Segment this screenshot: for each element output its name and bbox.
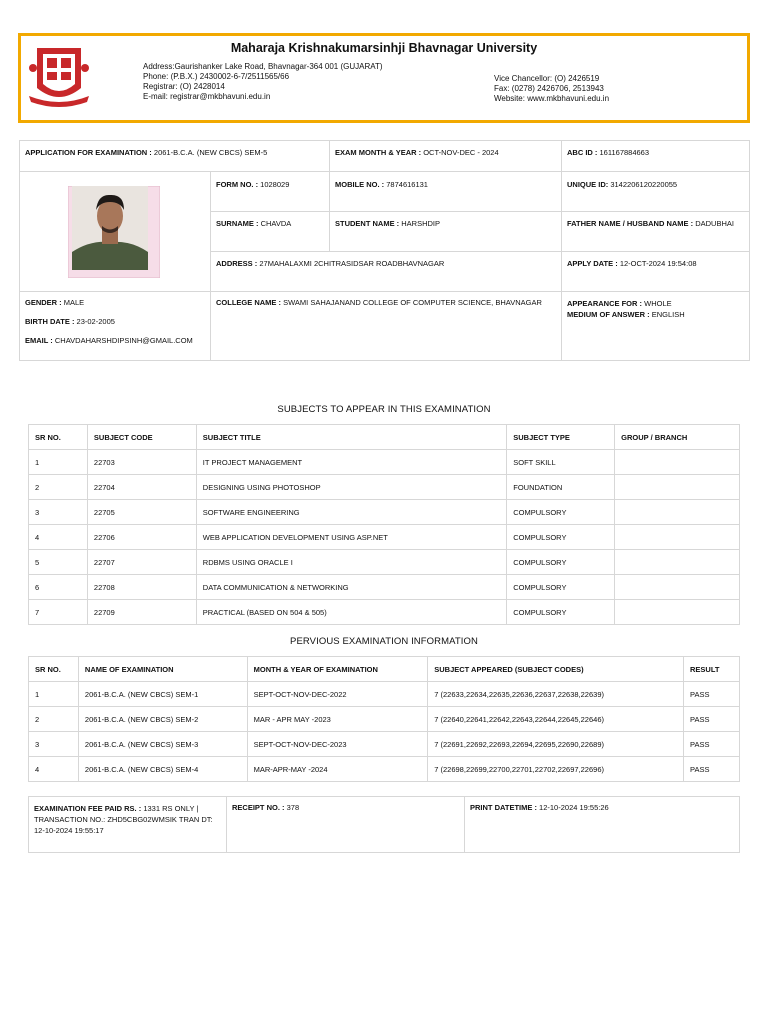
header-registrar: Registrar: (O) 2428014 [143,82,225,91]
fee-cell [28,796,227,853]
previous-cell: PASS [684,682,740,707]
medium-value: ENGLISH [651,310,685,319]
student-name-label: STUDENT NAME : [335,219,400,228]
header-fax: Fax: (0278) 2426706, 2513943 [494,84,604,93]
father-name-value: DADUBHAI [695,219,734,228]
subject-row [29,550,740,575]
mobile-label: MOBILE NO. : [335,180,385,189]
previous-row [29,707,740,732]
unique-id-value: 3142206120220055 [610,180,678,189]
subjects-col-title: SUBJECT TITLE [196,425,506,450]
email-row [25,336,205,346]
subject-cell: 22707 [87,550,196,575]
appearance-cell [561,291,750,361]
subject-cell: 2 [29,475,88,500]
gender-label: GENDER : [25,298,62,307]
college-value: SWAMI SAHAJANAND COLLEGE OF COMPUTER SCIENCE, BHAVNAGAR [283,298,542,307]
subject-cell: 6 [29,575,88,600]
subject-row [29,500,740,525]
subject-cell: WEB APPLICATION DEVELOPMENT USING ASP.NET [196,525,506,550]
previous-cell: PASS [684,732,740,757]
previous-col-name: NAME OF EXAMINATION [78,657,247,682]
subject-row [29,475,740,500]
previous-col-sr-no: SR NO. [29,657,79,682]
form-no-cell [210,171,330,212]
student-photo [68,186,160,278]
subject-cell [615,450,740,475]
previous-cell: 2061-B.C.A. (NEW CBCS) SEM-2 [78,707,247,732]
subject-cell: FOUNDATION [507,475,615,500]
subject-cell [615,500,740,525]
apply-date-cell [561,251,750,292]
subject-cell [615,575,740,600]
previous-cell: 7 (22640,22641,22642,22643,22644,22645,22646) [428,707,684,732]
fee-label: EXAMINATION FEE PAID RS. : [34,804,142,813]
subject-row [29,575,740,600]
previous-row [29,757,740,782]
student-name-cell [329,211,562,252]
subject-cell: DESIGNING USING PHOTOSHOP [196,475,506,500]
fee-row [34,803,221,814]
birth-label: BIRTH DATE : [25,317,75,326]
previous-cell: 3 [29,732,79,757]
form-no-label: FORM NO. : [216,180,259,189]
subjects-table [28,424,740,625]
previous-row [29,732,740,757]
subject-cell: 22705 [87,500,196,525]
apply-date-label: APPLY DATE : [567,259,618,268]
mobile-value: 7874616131 [386,180,428,189]
address-label: ADDRESS : [216,259,258,268]
subject-cell: COMPULSORY [507,600,615,625]
birth-value: 23-02-2005 [76,317,115,326]
print-datetime-label: PRINT DATETIME : [470,803,537,812]
form-no-value: 1028029 [260,180,290,189]
university-title: Maharaja Krishnakumarsinhji Bhavnagar University [230,41,538,55]
previous-cell: SEPT-OCT-NOV-DEC-2022 [247,682,428,707]
university-header [18,33,750,123]
receipt-cell [226,796,465,853]
subject-cell [615,600,740,625]
subject-cell: COMPULSORY [507,525,615,550]
abc-id-cell [561,140,750,172]
previous-col-subjects: SUBJECT APPEARED (SUBJECT CODES) [428,657,684,682]
address-cell [210,251,562,292]
header-address: Address:Gaurishanker Lake Road, Bhavnagar-364 001 (GUJARAT) [143,62,383,71]
receipt-value: 378 [286,803,300,812]
medium-label: MEDIUM OF ANSWER : [567,310,650,319]
subject-cell: RDBMS USING ORACLE I [196,550,506,575]
exam-month-value: OCT-NOV-DEC - 2024 [423,148,499,157]
exam-month-label: EXAM MONTH & YEAR : [335,148,422,157]
surname-cell [210,211,330,252]
subjects-header-row [29,425,740,450]
header-contact-right [494,74,609,104]
subject-cell: PRACTICAL (BASED ON 504 & 505) [196,600,506,625]
birth-row [25,317,205,327]
subjects-section-title: SUBJECTS TO APPEAR IN THIS EXAMINATION [277,404,491,415]
medium-row [567,309,744,320]
college-cell [210,291,562,361]
subject-cell [615,550,740,575]
previous-row [29,682,740,707]
father-name-label: FATHER NAME / HUSBAND NAME : [567,219,694,228]
unique-id-label: UNIQUE ID: [567,180,609,189]
appearance-value: WHOLE [644,299,672,308]
subject-cell: 22709 [87,600,196,625]
transaction-date: 12-10-2024 19:55:17 [34,826,104,835]
subject-row [29,450,740,475]
previous-cell: MAR - APR MAY -2023 [247,707,428,732]
previous-cell: 2 [29,707,79,732]
appearance-row [567,298,744,309]
previous-cell: 2061-B.C.A. (NEW CBCS) SEM-3 [78,732,247,757]
fee-value: 1331 RS ONLY | [143,804,199,813]
print-datetime-value: 12-10-2024 19:55:26 [539,803,609,812]
subjects-col-code: SUBJECT CODE [87,425,196,450]
subject-row [29,525,740,550]
personal-cell [19,291,211,361]
college-label: COLLEGE NAME : [216,298,281,307]
previous-col-result: RESULT [684,657,740,682]
exam-cell [19,140,330,172]
previous-cell: 2061-B.C.A. (NEW CBCS) SEM-1 [78,682,247,707]
subject-cell: IT PROJECT MANAGEMENT [196,450,506,475]
subject-cell: 4 [29,525,88,550]
abc-id-value: 161167884663 [599,148,650,157]
surname-value: CHAVDA [260,219,292,228]
subject-cell: 22704 [87,475,196,500]
subject-cell: 22708 [87,575,196,600]
subject-cell: 1 [29,450,88,475]
previous-section-title: PERVIOUS EXAMINATION INFORMATION [290,636,478,647]
apply-date-value: 12-OCT-2024 19:54:08 [619,259,697,268]
student-name-value: HARSHDIP [401,219,441,228]
previous-header-row [29,657,740,682]
subject-row [29,600,740,625]
exam-value: 2061-B.C.A. (NEW CBCS) SEM-5 [153,148,268,157]
subject-cell: COMPULSORY [507,575,615,600]
mobile-cell [329,171,562,212]
header-contact-left [143,62,383,102]
subject-cell: SOFTWARE ENGINEERING [196,500,506,525]
print-datetime-cell [464,796,740,853]
subject-cell: 7 [29,600,88,625]
subjects-col-sr-no: SR NO. [29,425,88,450]
surname-label: SURNAME : [216,219,259,228]
receipt-label: RECEIPT NO. : [232,803,285,812]
previous-cell: 7 (22691,22692,22693,22694,22695,22690,22689) [428,732,684,757]
previous-exams-table [28,656,740,782]
previous-cell: PASS [684,757,740,782]
subject-cell: 3 [29,500,88,525]
unique-id-cell [561,171,750,212]
subjects-col-type: SUBJECT TYPE [507,425,615,450]
header-phone: Phone: (P.B.X.) 2430002-6-7/2511565/66 [143,72,290,81]
previous-cell: 2061-B.C.A. (NEW CBCS) SEM-4 [78,757,247,782]
subjects-col-group: GROUP / BRANCH [615,425,740,450]
appearance-label: APPEARANCE FOR : [567,299,643,308]
subject-cell [615,475,740,500]
father-name-cell [561,211,750,252]
header-vice-chancellor: Vice Chancellor: (O) 2426519 [494,74,600,83]
previous-col-month: MONTH & YEAR OF EXAMINATION [247,657,428,682]
previous-cell: MAR-APR-MAY -2024 [247,757,428,782]
subject-cell: 22706 [87,525,196,550]
subject-cell: 22703 [87,450,196,475]
exam-month-cell [329,140,562,172]
header-email[interactable]: E-mail: registrar@mkbhavuni.edu.in [143,92,271,101]
subject-cell: COMPULSORY [507,500,615,525]
address-value: 27MAHALAXMI 2CHITRASIDSAR ROADBHAVNAGAR [259,259,445,268]
exam-label: APPLICATION FOR EXAMINATION : [25,148,152,157]
subject-cell: SOFT SKILL [507,450,615,475]
gender-value: MALE [63,298,85,307]
abc-id-label: ABC ID : [567,148,598,157]
previous-cell: 7 (22633,22634,22635,22636,22637,22638,22639) [428,682,684,707]
gender-row [25,298,205,308]
subject-cell: 5 [29,550,88,575]
subject-cell: DATA COMMUNICATION & NETWORKING [196,575,506,600]
previous-cell: PASS [684,707,740,732]
email-label: EMAIL : [25,336,53,345]
previous-cell: SEPT-OCT-NOV-DEC-2023 [247,732,428,757]
transaction-row: TRANSACTION NO.: ZHD5CBG02WMSIK TRAN DT: [34,815,213,824]
previous-cell: 4 [29,757,79,782]
email-value: CHAVDAHARSHDIPSINH@GMAIL.COM [54,336,193,345]
previous-cell: 1 [29,682,79,707]
previous-cell: 7 (22698,22699,22700,22701,22702,22697,22696) [428,757,684,782]
subject-cell [615,525,740,550]
subject-cell: COMPULSORY [507,550,615,575]
header-website[interactable]: Website: www.mkbhavuni.edu.in [494,94,610,103]
